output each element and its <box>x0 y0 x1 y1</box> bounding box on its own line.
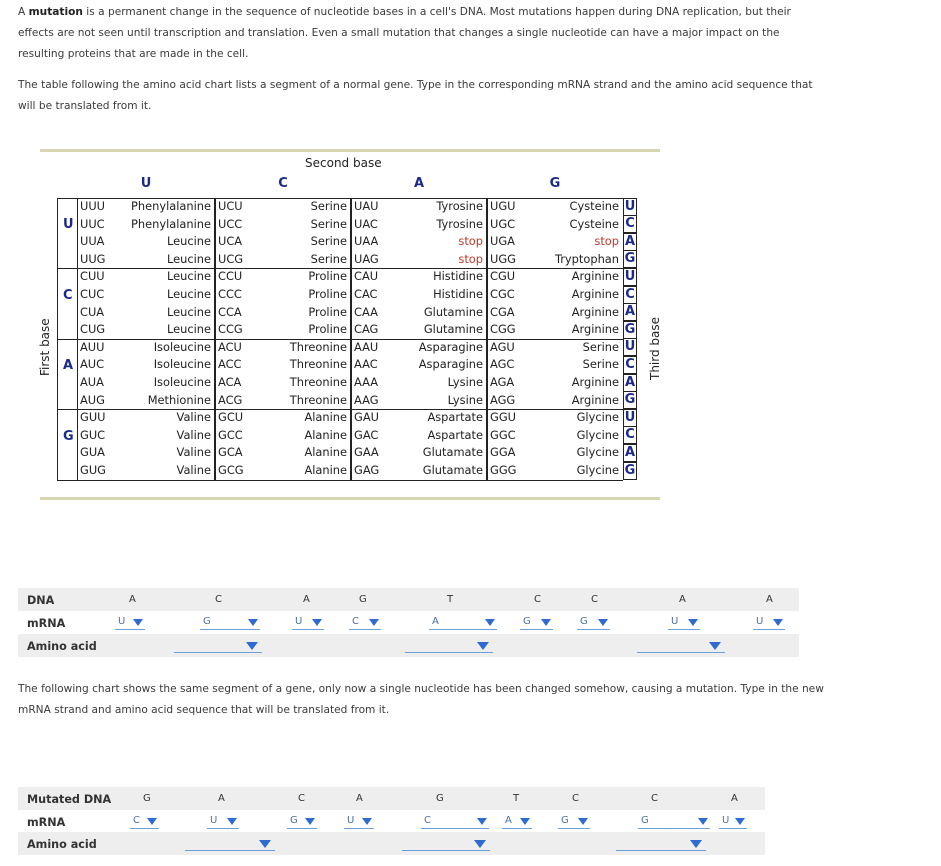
mrna-base-value: G <box>641 815 649 826</box>
third-base-c: C <box>623 286 637 304</box>
mrna-base-value: G <box>203 616 211 627</box>
amino-acid-name: Leucine <box>166 304 211 319</box>
first-base-label: First base <box>38 318 52 376</box>
second-base-label: Second base <box>305 156 382 170</box>
mrna-base-dropdown[interactable] <box>753 616 785 630</box>
amino-acid-name: Aspartate <box>427 427 483 442</box>
mrna-base-value: C <box>133 815 140 826</box>
codon: CCC <box>218 287 242 301</box>
third-base-a: A <box>624 374 636 390</box>
dna-base: T <box>447 594 454 605</box>
mutated-dna-row-label: Mutated DNA <box>27 793 112 806</box>
amino-acid-name: Asparagine <box>418 357 483 372</box>
amino-acid-name: Lysine <box>447 392 483 407</box>
mrna-base-value: U <box>671 616 679 627</box>
codon: UUG <box>80 251 106 266</box>
mrna-base-dropdown[interactable] <box>115 616 145 630</box>
mrna-base-value: U <box>756 616 764 627</box>
amino-acid-name: Cysteine <box>569 199 619 213</box>
third-base-a: A <box>624 233 636 249</box>
amino-acid-name: Threonine <box>289 375 347 389</box>
mrna-base-dropdown[interactable] <box>130 815 159 829</box>
mrna-row <box>18 611 799 634</box>
codon: GCC <box>218 427 243 442</box>
amino-acid-name: Glycine <box>576 427 619 442</box>
codon: CAC <box>354 287 378 301</box>
codon: CGC <box>490 287 515 301</box>
intro-text-line3: resulting proteins that are made in the cell. <box>18 48 249 60</box>
mrna-base-dropdown[interactable] <box>207 815 239 829</box>
mutation-instructions-line2: mRNA strand and amino acid sequence that will be translated from it. <box>18 704 390 716</box>
codon: GCG <box>218 463 244 477</box>
codon: ACU <box>218 339 242 354</box>
codon: UUA <box>80 234 105 249</box>
codon: GAA <box>354 445 379 460</box>
codon: CGA <box>490 304 515 319</box>
amino-acid-name: Tryptophan <box>554 251 619 266</box>
mrna-base-dropdown[interactable] <box>287 815 317 829</box>
mutation-term: mutation <box>28 6 83 18</box>
codon: CGU <box>490 269 516 284</box>
dna-base: A <box>766 594 773 605</box>
dna-base: A <box>731 793 738 804</box>
instructions-line2: will be translated from it. <box>18 100 152 112</box>
codon: AAA <box>354 375 379 389</box>
first-base-a: A <box>63 358 74 374</box>
mutated-mrna-row <box>18 810 765 833</box>
dna-base: C <box>651 793 658 804</box>
amino-acid-dropdown[interactable] <box>402 838 490 851</box>
dna-base: C <box>591 594 598 605</box>
codon: AAG <box>354 392 379 407</box>
dna-base: C <box>298 793 305 804</box>
chevron-down-icon <box>773 619 783 626</box>
chevron-down-icon <box>133 619 143 626</box>
mrna-base-value: U <box>118 616 126 627</box>
column-header-u: U <box>140 176 152 191</box>
mrna-base-dropdown[interactable] <box>344 815 374 829</box>
codon: UAG <box>354 251 379 266</box>
codon: AGG <box>490 392 516 407</box>
amino-acid-name: Aspartate <box>427 410 483 425</box>
third-base-u: U <box>624 339 636 355</box>
codon: GAU <box>354 410 379 425</box>
mrna-base-dropdown[interactable] <box>292 616 324 630</box>
chevron-down-icon <box>485 619 495 626</box>
amino-acid-dropdown[interactable] <box>185 838 275 851</box>
codon: CGG <box>490 322 516 337</box>
codon: ACA <box>218 375 242 389</box>
codon: UCU <box>218 199 243 213</box>
amino-acid-name: Alanine <box>304 463 347 477</box>
third-base-u: U <box>624 268 636 284</box>
amino-acid-name: Serine <box>582 339 619 354</box>
codon: UGC <box>490 216 516 231</box>
amino-acid-name: Phenylalanine <box>131 216 211 231</box>
grid-line <box>57 480 623 481</box>
third-base-g: G <box>624 462 636 478</box>
mrna-base-dropdown[interactable] <box>429 616 497 630</box>
amino-acid-name: Glycine <box>576 410 619 425</box>
codon: CAA <box>354 304 378 319</box>
codon: GAG <box>354 463 380 477</box>
chevron-down-icon <box>520 818 530 825</box>
mrna-base-value: A <box>432 616 439 627</box>
dna-base: A <box>218 793 225 804</box>
mrna-base-dropdown[interactable] <box>349 616 381 630</box>
amino-acid-name: Glutamine <box>423 304 483 319</box>
amino-acid-dropdown[interactable] <box>616 838 706 851</box>
chevron-down-icon <box>147 818 157 825</box>
dna-base: G <box>436 793 444 804</box>
amino-acid-dropdown[interactable] <box>637 640 725 653</box>
amino-acid-name: Proline <box>308 304 347 319</box>
mrna-base-dropdown[interactable] <box>668 616 700 630</box>
mrna-base-dropdown[interactable] <box>638 815 710 829</box>
amino-acid-dropdown[interactable] <box>174 640 262 653</box>
dna-base: A <box>356 793 363 804</box>
codon: AGU <box>490 339 515 354</box>
mutation-instructions <box>18 679 928 721</box>
chevron-down-icon <box>362 818 372 825</box>
amino-acid-name: Tyrosine <box>436 216 483 231</box>
amino-acid-name: Glutamate <box>422 445 483 460</box>
mrna-base-dropdown[interactable] <box>200 616 260 630</box>
mrna-base-dropdown[interactable] <box>520 616 553 630</box>
intro-text-start: A <box>18 6 29 18</box>
amino-acid-name: Lysine <box>447 375 483 389</box>
intro-paragraph <box>18 2 928 65</box>
mutated-mrna-row-label: mRNA <box>27 816 66 829</box>
amino-acid-name: Arginine <box>571 304 619 319</box>
amino-acid-name: Cysteine <box>569 216 619 231</box>
amino-acid-name: Threonine <box>289 357 347 372</box>
chevron-down-icon <box>248 619 258 626</box>
mrna-base-value: G <box>580 616 588 627</box>
third-base-g: G <box>624 321 636 337</box>
chevron-down-icon <box>690 840 702 848</box>
chevron-down-icon <box>735 818 745 825</box>
amino-acid-name: Alanine <box>304 445 347 460</box>
chevron-down-icon <box>305 818 315 825</box>
codon: GAC <box>354 427 379 442</box>
first-base-c: C <box>63 287 73 303</box>
mrna-base-value: U <box>347 815 355 826</box>
amino-acid-name: Valine <box>176 427 211 442</box>
grid-line <box>57 268 623 269</box>
amino-acid-name: Arginine <box>571 269 619 284</box>
codon: CUA <box>80 304 105 319</box>
third-base-u: U <box>624 409 636 425</box>
codon: UAU <box>354 199 379 213</box>
mutated-dna-row <box>18 787 765 810</box>
amino-acid-name: Phenylalanine <box>131 199 211 213</box>
codon: UGA <box>490 234 515 249</box>
third-base-g: G <box>624 392 636 408</box>
third-base-c: C <box>623 356 637 374</box>
chevron-down-icon <box>474 840 486 848</box>
amino-acid-name: Serine <box>310 199 347 213</box>
codon: GGG <box>490 463 517 477</box>
amino-acid-name: Arginine <box>571 392 619 407</box>
third-base-a: A <box>624 304 636 320</box>
amino-acid-name: Alanine <box>304 410 347 425</box>
amino-acid-row <box>18 634 799 657</box>
chart-bottom-rule <box>40 497 660 500</box>
grid-line <box>57 198 623 199</box>
dna-base: G <box>143 793 151 804</box>
amino-acid-name: Glycine <box>576 445 619 460</box>
amino-acid-name: Arginine <box>571 322 619 337</box>
codon: AGC <box>490 357 515 372</box>
codon: GGC <box>490 427 516 442</box>
codon: GGU <box>490 410 516 425</box>
codon: UCC <box>218 216 243 231</box>
codon: UCA <box>218 234 243 249</box>
amino-acid-name: Isoleucine <box>153 339 211 354</box>
grid-line <box>623 198 624 480</box>
mrna-base-dropdown[interactable] <box>502 815 532 829</box>
third-base-label: Third base <box>648 316 662 380</box>
dna-base: A <box>303 594 310 605</box>
amino-acid-name: Leucine <box>166 322 211 337</box>
codon: AUA <box>80 375 104 389</box>
chevron-down-icon <box>598 619 608 626</box>
dna-row-label: DNA <box>27 594 55 607</box>
mrna-base-dropdown[interactable] <box>577 616 610 630</box>
amino-acid-row-label: Amino acid <box>27 640 97 653</box>
codon: GGA <box>490 445 516 460</box>
codon: GUG <box>80 463 106 477</box>
amino-acid-name: Glutamate <box>422 463 483 477</box>
chart-top-rule <box>40 149 660 152</box>
chevron-down-icon <box>259 840 271 848</box>
amino-acid-name: stop <box>594 234 619 249</box>
mrna-base-value: U <box>722 815 730 826</box>
mutated-amino-acid-row-label: Amino acid <box>27 838 97 851</box>
first-base-g: G <box>63 428 74 444</box>
codon: ACC <box>218 357 242 372</box>
dna-row <box>18 588 799 611</box>
instructions-line1: The table following the amino acid chart lists a segment of a normal gene. Type in the corresponding mRNA strand and the amino acid sequence that <box>18 79 813 91</box>
amino-acid-name: Methionine <box>147 392 211 407</box>
amino-acid-name: Valine <box>176 463 211 477</box>
codon: UAA <box>354 234 379 249</box>
amino-acid-name: Threonine <box>289 392 347 407</box>
codon: ACG <box>218 392 243 407</box>
codon: CUC <box>80 287 105 301</box>
codon: CUU <box>80 269 105 284</box>
chevron-down-icon <box>312 619 322 626</box>
mrna-base-value: G <box>523 616 531 627</box>
grid-line <box>57 339 623 340</box>
chevron-down-icon <box>578 818 588 825</box>
third-base-c: C <box>623 426 637 444</box>
codon: UUC <box>80 216 105 231</box>
chevron-down-icon <box>477 642 489 650</box>
chevron-down-icon <box>369 619 379 626</box>
codon: UGU <box>490 199 516 213</box>
third-base-c: C <box>623 215 637 233</box>
mrna-base-value: C <box>424 815 431 826</box>
amino-acid-dropdown[interactable] <box>405 640 493 653</box>
mrna-base-value: U <box>295 616 303 627</box>
chevron-down-icon <box>698 818 708 825</box>
amino-acid-name: Valine <box>176 410 211 425</box>
mrna-base-value: U <box>210 815 218 826</box>
codon: UUU <box>80 199 106 213</box>
amino-acid-name: Leucine <box>166 287 211 301</box>
chevron-down-icon <box>709 642 721 650</box>
chevron-down-icon <box>246 642 258 650</box>
mrna-row-label: mRNA <box>27 617 66 630</box>
codon: GCU <box>218 410 244 425</box>
mrna-base-value: C <box>352 616 359 627</box>
amino-acid-name: Proline <box>308 287 347 301</box>
mutation-instructions-line1: The following chart shows the same segment of a gene, only now a single nucleotide has been changed somehow, causing a mutation. Type in the new <box>18 683 824 695</box>
amino-acid-name: Serine <box>310 251 347 266</box>
dna-base: T <box>513 793 520 804</box>
codon: CCA <box>218 304 242 319</box>
amino-acid-name: Alanine <box>304 427 347 442</box>
amino-acid-name: Isoleucine <box>153 375 211 389</box>
amino-acid-name: Histidine <box>433 269 483 284</box>
amino-acid-name: Leucine <box>166 251 211 266</box>
amino-acid-name: Tyrosine <box>436 199 483 213</box>
codon: UCG <box>218 251 244 266</box>
first-base-u: U <box>63 217 74 233</box>
intro-text-line2: effects are not seen until transcription and translation. Even a small mutation that changes a single nucleotide can have a major impact on the <box>18 27 780 39</box>
amino-acid-name: Leucine <box>166 234 211 249</box>
amino-acid-name: Glycine <box>576 463 619 477</box>
codon: CAU <box>354 269 379 284</box>
third-base-u: U <box>624 198 636 214</box>
amino-acid-name: Serine <box>310 234 347 249</box>
instructions-paragraph <box>18 75 928 117</box>
codon: GCA <box>218 445 243 460</box>
codon: AGA <box>490 375 515 389</box>
chevron-down-icon <box>227 818 237 825</box>
mrna-base-dropdown[interactable] <box>719 815 747 829</box>
codon: AAU <box>354 339 379 354</box>
dna-base: C <box>215 594 222 605</box>
chevron-down-icon <box>477 818 487 825</box>
mrna-base-value: G <box>290 815 298 826</box>
codon: GUC <box>80 427 106 442</box>
column-header-a: A <box>413 176 425 191</box>
codon: UGG <box>490 251 516 266</box>
mrna-base-dropdown[interactable] <box>421 815 489 829</box>
column-header-g: G <box>549 176 561 191</box>
amino-acid-name: Serine <box>582 357 619 372</box>
mrna-base-dropdown[interactable] <box>558 815 590 829</box>
chevron-down-icon <box>688 619 698 626</box>
dna-base: A <box>129 594 136 605</box>
mutated-amino-acid-row <box>18 832 765 855</box>
mrna-base-value: A <box>505 815 512 826</box>
third-base-g: G <box>624 251 636 267</box>
amino-acid-name: Asparagine <box>418 339 483 354</box>
codon: AUC <box>80 357 105 372</box>
codon: GUA <box>80 445 105 460</box>
intro-text-rest: is a permanent change in the sequence of nucleotide bases in a cell's DNA. Most mutations happen during DNA replication, but their <box>82 6 791 18</box>
dna-base: A <box>679 594 686 605</box>
codon: GUU <box>80 410 106 425</box>
dna-base: C <box>572 793 579 804</box>
amino-acid-name: Valine <box>176 445 211 460</box>
amino-acid-name: Leucine <box>166 269 211 284</box>
amino-acid-name: Histidine <box>433 287 483 301</box>
amino-acid-name: Isoleucine <box>153 357 211 372</box>
codon: AUG <box>80 392 105 407</box>
amino-acid-name: stop <box>458 251 483 266</box>
dna-base: G <box>359 594 367 605</box>
dna-base: C <box>534 594 541 605</box>
amino-acid-name: Arginine <box>571 287 619 301</box>
grid-line <box>57 198 58 480</box>
grid-line <box>57 409 623 410</box>
chevron-down-icon <box>541 619 551 626</box>
amino-acid-name: Serine <box>310 216 347 231</box>
codon: AUU <box>80 339 105 354</box>
codon: CAG <box>354 322 379 337</box>
codon: CCG <box>218 322 243 337</box>
third-base-a: A <box>624 444 636 460</box>
amino-acid-name: Glutamine <box>423 322 483 337</box>
mrna-base-value: G <box>561 815 569 826</box>
amino-acid-name: Proline <box>308 269 347 284</box>
codon: AAC <box>354 357 378 372</box>
amino-acid-name: stop <box>458 234 483 249</box>
amino-acid-name: Proline <box>308 322 347 337</box>
amino-acid-name: Threonine <box>289 339 347 354</box>
codon: UAC <box>354 216 378 231</box>
amino-acid-name: Arginine <box>571 375 619 389</box>
codon: CCU <box>218 269 243 284</box>
column-header-c: C <box>278 176 288 191</box>
codon: CUG <box>80 322 106 337</box>
